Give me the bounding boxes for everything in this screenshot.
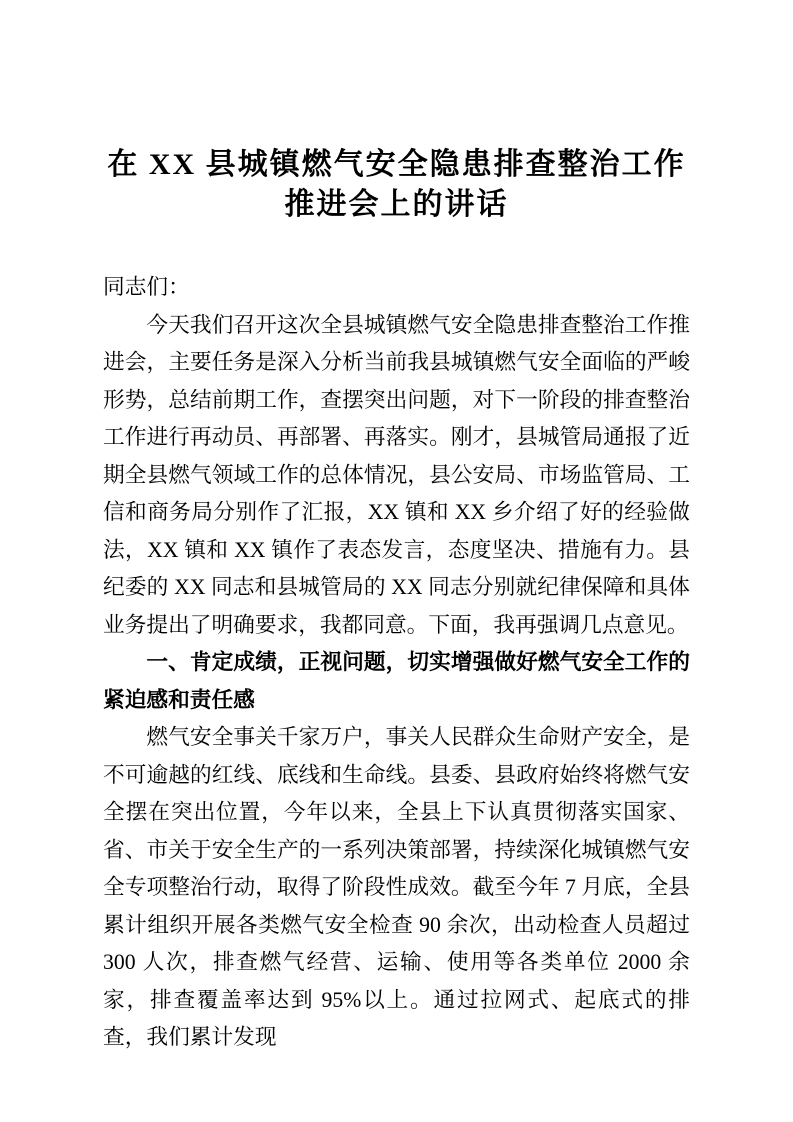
document-title (103, 145, 690, 225)
body-paragraph: 今天我们召开这次全县城镇燃气安全隐患排查整治工作推进会，主要任务是深入分析当前我县城镇燃气安全面临的严峻形势，总结前期工作，查摆突出问题，对下一阶段的排查整治工作进行再动员、再部署、再落实。刚才，县城管局通报了近期全县燃气领域工作的总体情况，县公安局、市场监管局、工信和商务局分别作了汇报，XX 镇和 XX 乡介绍了好的经验做法，XX 镇和 XX 镇作了表态发言，态度坚决、措施有力。县纪委的 XX 同志和县城管局的 XX 同志分别就纪律保障和具体业务提出了明确要求，我都同意。下面，我再强调几点意见。 (103, 312, 690, 637)
greeting-line: 同志们： (103, 275, 190, 299)
document-title-line-1: 在 XX 县城镇燃气安全隐患排查整治工作 (107, 148, 686, 181)
section-heading: 一、肯定成绩，正视问题，切实增强做好燃气安全工作的紧迫感和责任感 (103, 650, 690, 712)
document-body (103, 269, 690, 1057)
document-title-line-2: 推进会上的讲话 (284, 188, 509, 221)
body-paragraph: 燃气安全事关千家万户，事关人民群众生命财产安全，是不可逾越的红线、底线和生命线。县委、县政府始终将燃气安全摆在突出位置，今年以来，全县上下认真贯彻落实国家、省、市关于安全生产的一系列决策部署，持续深化城镇燃气安全专项整治行动，取得了阶段性成效。截至今年 7 月底，全县累计组织开展各类燃气安全检查 90 余次，出动检查人员超过 300 人次，排查燃气经营、运输、使用等各类单位 2000 余家，排查覆盖率达到 95%以上。通过拉网式、起底式的排查，我们累计发现 (103, 725, 690, 1049)
paragraph-list (103, 307, 690, 1057)
